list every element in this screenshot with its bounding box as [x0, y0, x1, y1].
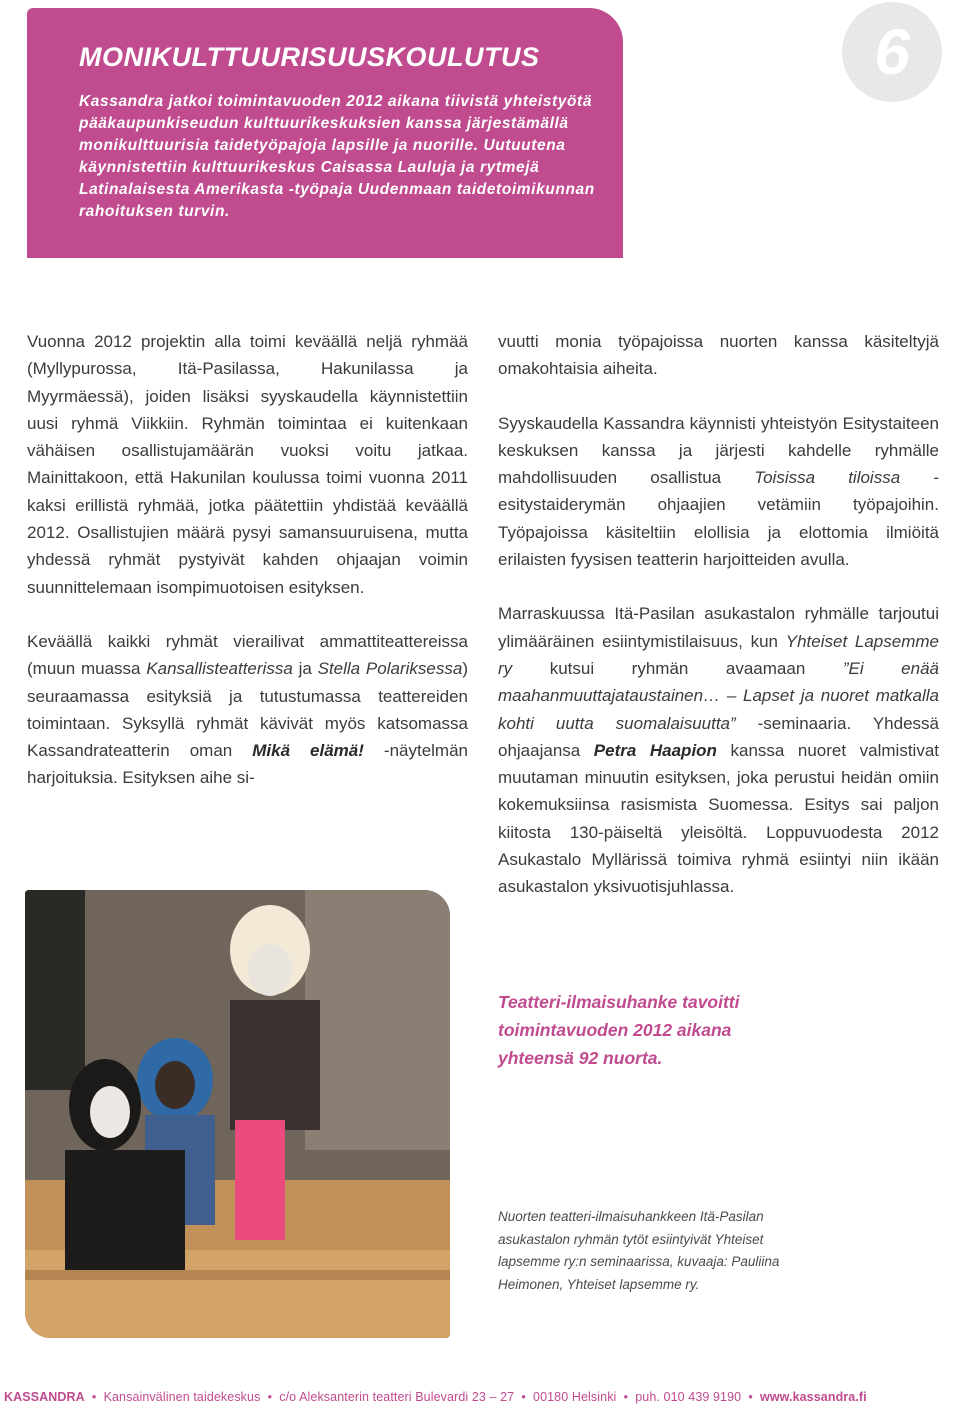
text-run: -esitystaiderymän ohjaajien vetämiin työpajoihin. Työpajoissa käsiteltiin elollisia ja elottomia ilmiöitä erilaisten fyysisen teatterin harjoitteiden avulla. — [498, 468, 939, 570]
text-run: ) seuraamassa esityksiä ja tutustumassa teattereiden toimintaan. Syksyllä ryhmät kävivät myös katsomassa Kassandrateatterin oman — [27, 659, 468, 761]
person-name: Petra Haapion — [593, 740, 717, 760]
paragraph: Vuonna 2012 projektin alla toimi keväällä neljä ryhmää (Myllypurossa, Itä-Pasilassa, Hakunilassa ja Myyrmäessä), joiden lisäksi syyskaudella käynnistettiin uusi ryhmä Viikkiin. Ryhmän toimintaa ei kuitenkaan vähäisen osallistujamäärän vuoksi voitu jatkaa. Mainittakoon, että Hakunilan koulussa toimi vuonna 2011 kaksi erillistä ryhmää, jotka päätettiin yhdistää keväällä 2012. Osallistujien määrä pysyi samansuuruisena, mutta yhdessä ryhmät pystyivät kahden ohjaajan voimin suunnittelemaan isompimuotoisen esityksen. — [27, 332, 468, 597]
page-number: 6 — [874, 16, 910, 88]
text-run: -näytelmän harjoituksia. Esityksen aihe si- — [27, 741, 469, 788]
group-name: Toisissa tiloissa — [754, 468, 901, 488]
footer-desc: Kansainvälinen taidekeskus — [103, 1390, 261, 1404]
photo-caption: Nuorten teatteri-ilmaisuhankkeen Itä-Pasilan asukastalon ryhmän tytöt esiintyivät Yhteiset lapsemme ry:n seminaarissa, kuvaaja: Pauliina Heimonen, Yhteiset lapsemme ry. — [498, 1209, 780, 1292]
footer-phone: puh. 010 439 9190 — [635, 1390, 742, 1404]
text-run: Syyskaudella Kassandra käynnisti yhteistyön Esitystaiteen keskuksen kanssa ja järjesti kahdelle ryhmälle mahdollisuuden osallistua — [498, 413, 939, 488]
highlight-quote: Teatteri-ilmaisuhanke tavoitti toimintavuoden 2012 aikana yhteensä 92 nuorta. — [498, 992, 740, 1068]
paragraph — [498, 600, 939, 900]
org-name: Yhteiset Lapsemme ry — [498, 631, 939, 678]
footer-website-link[interactable]: www.kassandra.fi — [760, 1390, 867, 1404]
footer-sep: • — [267, 1390, 273, 1404]
footer-city: 00180 Helsinki — [533, 1390, 617, 1404]
page-title: MONIKULTTUURISUUSKOULUTUS — [79, 42, 540, 72]
paragraph: vuutti monia työpajoissa nuorten kanssa käsiteltyjä omakohtaisia aiheita. — [498, 332, 939, 379]
footer — [4, 1390, 956, 1404]
theatre-name: Stella Polariksessa — [317, 659, 463, 679]
footer-sep: • — [748, 1390, 753, 1404]
text-run: Keväällä kaikki ryhmät vierailivat ammattiteattereissa (muun muassa — [27, 631, 468, 679]
left-column — [27, 328, 468, 819]
paragraph — [498, 410, 939, 574]
text-run: ja — [292, 659, 318, 679]
intro-banner — [27, 8, 623, 258]
intro-text: Kassandra jatkoi toimintavuoden 2012 aikana tiivistä yhteistyötä pääkaupunkiseudun kulttuurikeskuksien kanssa järjestämällä monikulttuurisia taidetyöpajoja lapsille ja nuorille. Uutuutena käynnistettiin kulttuurikeskus Caisassa Lauluja ja rytmejä Latinalaisesta Amerikasta -työpaja Uudenmaan taidetoimikunnan rahoituksen turvin. — [79, 93, 595, 220]
footer-sep: • — [521, 1390, 526, 1404]
text-run: Marraskuussa Itä-Pasilan asukastalon ryhmälle tarjoutui ylimääräinen esiintymistilaisuus, kun — [498, 604, 939, 651]
photo-illustration — [25, 890, 450, 1338]
play-title: Mikä elämä! — [252, 741, 364, 761]
seminar-title: ”Ei enää maahanmuuttajataustainen… – Lapset ja nuoret matkalla kohti uutta suomalaisuutta” — [498, 658, 939, 733]
photo-masked-performers — [25, 890, 450, 1338]
text-run: kanssa nuoret valmistivat muutaman minuutin esityksen, joka perustui heidän omiin kokemuksiinsa rasismista Suomessa. Esitys sai paljon kiitosta 130-päiseltä yleisöltä. Loppuvuodesta 2012 Asukastalo Myllärissä toimiva ryhmä esiintyi niin ikään asukastalon yksivuotisjuhlassa. — [498, 740, 939, 897]
text-run: -seminaaria. Yhdessä ohjaajansa — [498, 713, 939, 760]
page-number-badge — [842, 2, 942, 102]
text-run: kutsui ryhmän avaamaan — [512, 658, 843, 678]
footer-address: c/o Aleksanterin teatteri Bulevardi 23 – 27 — [279, 1390, 515, 1404]
footer-org: KASSANDRA — [4, 1390, 85, 1404]
theatre-name: Kansallisteatterissa — [146, 659, 293, 679]
paragraph — [27, 628, 468, 792]
right-column — [498, 328, 939, 928]
footer-sep: • — [623, 1390, 629, 1404]
footer-sep: • — [91, 1390, 97, 1404]
